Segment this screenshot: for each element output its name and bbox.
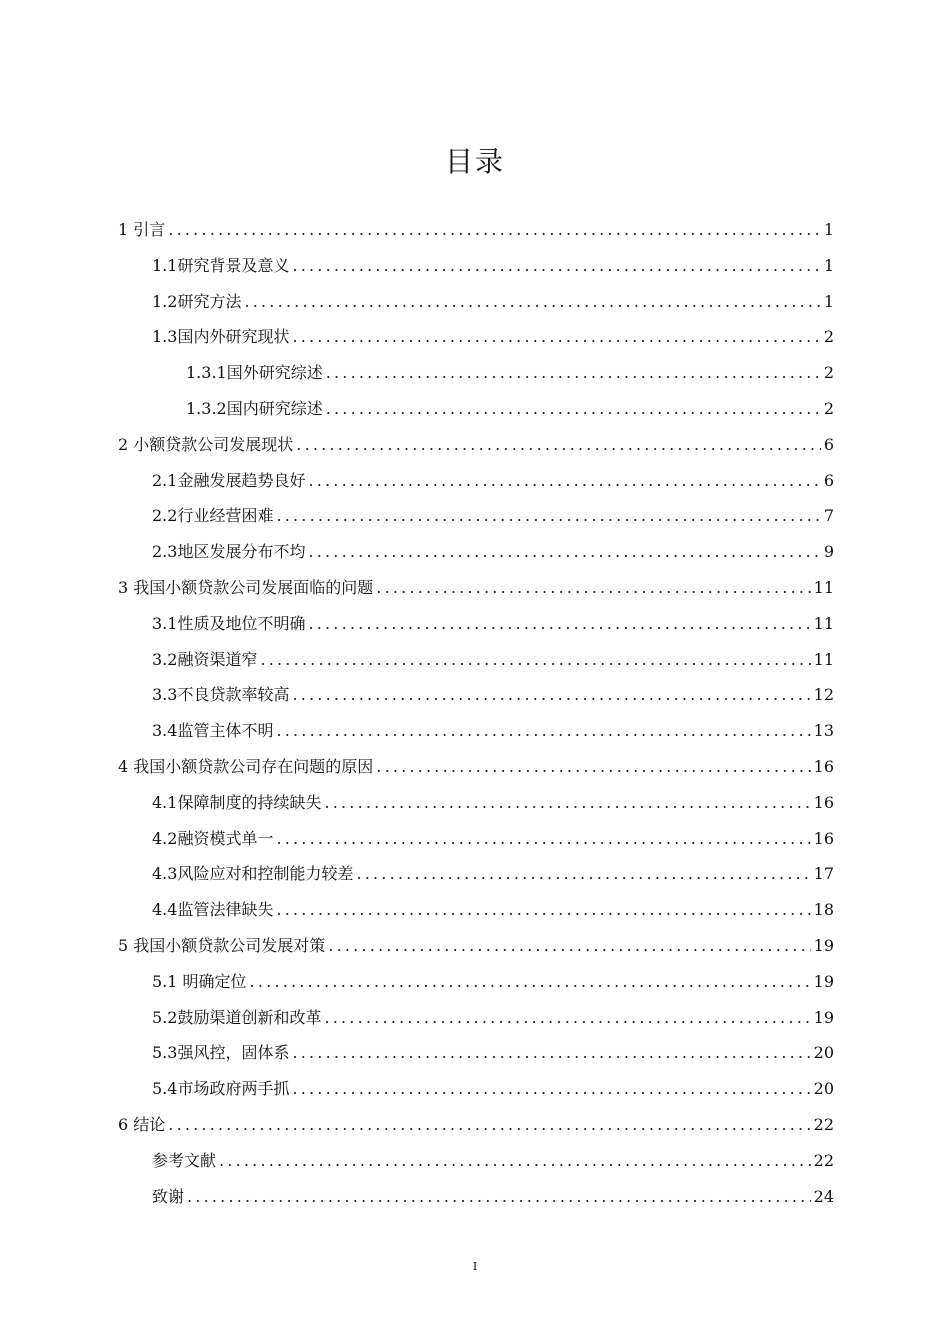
toc-entry-page-number: 19	[813, 1007, 834, 1027]
toc-entry-page-number: 2	[823, 327, 834, 347]
toc-entry[interactable]	[118, 427, 834, 463]
dot-leader	[260, 642, 810, 678]
toc-entry-label: 2.3地区发展分布不均	[152, 542, 306, 562]
dot-leader	[326, 355, 821, 391]
toc-entry-label: 4 我国小额贷款公司存在问题的原因	[118, 756, 374, 776]
dot-leader	[376, 749, 810, 785]
toc-entry[interactable]	[118, 785, 834, 821]
toc-entry-page-number: 2	[823, 398, 834, 418]
toc-entry[interactable]	[118, 749, 834, 785]
dot-leader	[276, 713, 810, 749]
toc-entry[interactable]	[118, 1179, 834, 1215]
dot-leader	[244, 284, 820, 320]
dot-leader	[324, 785, 810, 821]
dot-leader	[168, 212, 821, 248]
toc-entry-page-number: 6	[823, 434, 834, 454]
toc-entry-label: 2.2行业经营困难	[152, 506, 274, 526]
toc-entry-page-number: 17	[813, 864, 834, 884]
toc-entry-label: 5.1 明确定位	[152, 971, 247, 991]
table-of-contents	[118, 212, 834, 1214]
toc-entry-page-number: 2	[823, 363, 834, 383]
toc-entry[interactable]	[118, 964, 834, 1000]
toc-entry-page-number: 24	[813, 1186, 834, 1206]
dot-leader	[292, 1071, 810, 1107]
dot-leader	[328, 928, 810, 964]
dot-leader	[276, 892, 810, 928]
toc-entry-page-number: 13	[813, 721, 834, 741]
dot-leader	[308, 534, 820, 570]
toc-entry-page-number: 1	[823, 291, 834, 311]
toc-entry[interactable]	[118, 1035, 834, 1071]
toc-entry-label: 1.1研究背景及意义	[152, 255, 290, 275]
toc-entry[interactable]	[118, 284, 834, 320]
toc-entry-label: 4.3风险应对和控制能力较差	[152, 864, 354, 884]
dot-leader	[250, 964, 811, 1000]
toc-entry-label: 致谢	[152, 1186, 185, 1206]
toc-entry-label: 6 结论	[118, 1114, 166, 1134]
toc-entry-label: 5.2鼓励渠道创新和改革	[152, 1007, 322, 1027]
toc-entry[interactable]	[118, 319, 834, 355]
toc-entry-page-number: 19	[813, 971, 834, 991]
toc-entry[interactable]	[118, 355, 834, 391]
toc-entry-page-number: 11	[813, 649, 834, 669]
toc-entry[interactable]	[118, 534, 834, 570]
toc-entry-page-number: 20	[813, 1079, 834, 1099]
toc-entry-label: 3.3不良贷款率较高	[152, 685, 290, 705]
toc-entry-label: 2 小额贷款公司发展现状	[118, 434, 294, 454]
page-footer-number: I	[472, 1260, 478, 1273]
dot-leader	[296, 427, 821, 463]
toc-title: 目录	[444, 145, 505, 178]
toc-entry-label: 1.3.1国外研究综述	[186, 363, 323, 383]
toc-entry[interactable]	[118, 212, 834, 248]
toc-entry-page-number: 16	[813, 756, 834, 776]
toc-entry-page-number: 20	[813, 1043, 834, 1063]
toc-entry-page-number: 11	[813, 613, 834, 633]
toc-entry-label: 5.3强风控，固体系	[152, 1043, 290, 1063]
dot-leader	[356, 856, 810, 892]
toc-entry[interactable]	[118, 821, 834, 857]
toc-entry-page-number: 11	[813, 577, 834, 597]
dot-leader	[292, 1035, 810, 1071]
toc-entry-label: 参考文献	[152, 1150, 217, 1170]
toc-entry-label: 3.1性质及地位不明确	[152, 613, 306, 633]
toc-entry-page-number: 22	[813, 1114, 834, 1134]
dot-leader	[308, 606, 810, 642]
toc-entry-label: 5.4市场政府两手抓	[152, 1079, 290, 1099]
dot-leader	[276, 498, 820, 534]
toc-entry[interactable]	[118, 1143, 834, 1179]
toc-entry-page-number: 16	[813, 792, 834, 812]
dot-leader	[219, 1143, 811, 1179]
toc-entry-label: 2.1金融发展趋势良好	[152, 470, 306, 490]
toc-entry-label: 1.2研究方法	[152, 291, 242, 311]
toc-entry[interactable]	[118, 498, 834, 534]
toc-entry-page-number: 6	[823, 470, 834, 490]
toc-entry-label: 1.3国内外研究现状	[152, 327, 290, 347]
toc-entry-page-number: 19	[813, 935, 834, 955]
toc-entry-page-number: 9	[823, 542, 834, 562]
toc-entry[interactable]	[118, 856, 834, 892]
toc-entry-page-number: 22	[813, 1150, 834, 1170]
toc-entry[interactable]	[118, 677, 834, 713]
dot-leader	[376, 570, 810, 606]
toc-entry[interactable]	[118, 713, 834, 749]
toc-entry-label: 1.3.2国内研究综述	[186, 398, 323, 418]
toc-entry[interactable]	[118, 1107, 834, 1143]
toc-entry[interactable]	[118, 570, 834, 606]
dot-leader	[292, 319, 820, 355]
toc-entry-label: 4.1保障制度的持续缺失	[152, 792, 322, 812]
toc-entry[interactable]	[118, 606, 834, 642]
toc-entry-label: 5 我国小额贷款公司发展对策	[118, 935, 326, 955]
toc-entry[interactable]	[118, 391, 834, 427]
dot-leader	[324, 1000, 810, 1036]
toc-entry-label: 3 我国小额贷款公司发展面临的问题	[118, 577, 374, 597]
toc-entry[interactable]	[118, 1000, 834, 1036]
dot-leader	[168, 1107, 810, 1143]
toc-entry[interactable]	[118, 892, 834, 928]
toc-entry-label: 4.4监管法律缺失	[152, 900, 274, 920]
dot-leader	[292, 677, 810, 713]
toc-entry-label: 4.2融资模式单一	[152, 828, 274, 848]
dot-leader	[308, 463, 820, 499]
toc-entry-label: 3.4监管主体不明	[152, 721, 274, 741]
toc-entry-page-number: 16	[813, 828, 834, 848]
dot-leader	[187, 1179, 811, 1215]
toc-entry[interactable]	[118, 642, 834, 678]
dot-leader	[326, 391, 821, 427]
toc-entry-page-number: 1	[823, 255, 834, 275]
toc-entry[interactable]	[118, 248, 834, 284]
toc-entry[interactable]	[118, 463, 834, 499]
toc-entry[interactable]	[118, 1071, 834, 1107]
dot-leader	[276, 821, 810, 857]
toc-entry-page-number: 12	[813, 685, 834, 705]
toc-entry-page-number: 18	[813, 900, 834, 920]
toc-entry-page-number: 7	[823, 506, 834, 526]
toc-entry-label: 1 引言	[118, 220, 166, 239]
toc-entry-label: 3.2融资渠道窄	[152, 649, 258, 669]
toc-entry-page-number: 1	[823, 220, 834, 239]
dot-leader	[292, 248, 820, 284]
toc-entry[interactable]	[118, 928, 834, 964]
